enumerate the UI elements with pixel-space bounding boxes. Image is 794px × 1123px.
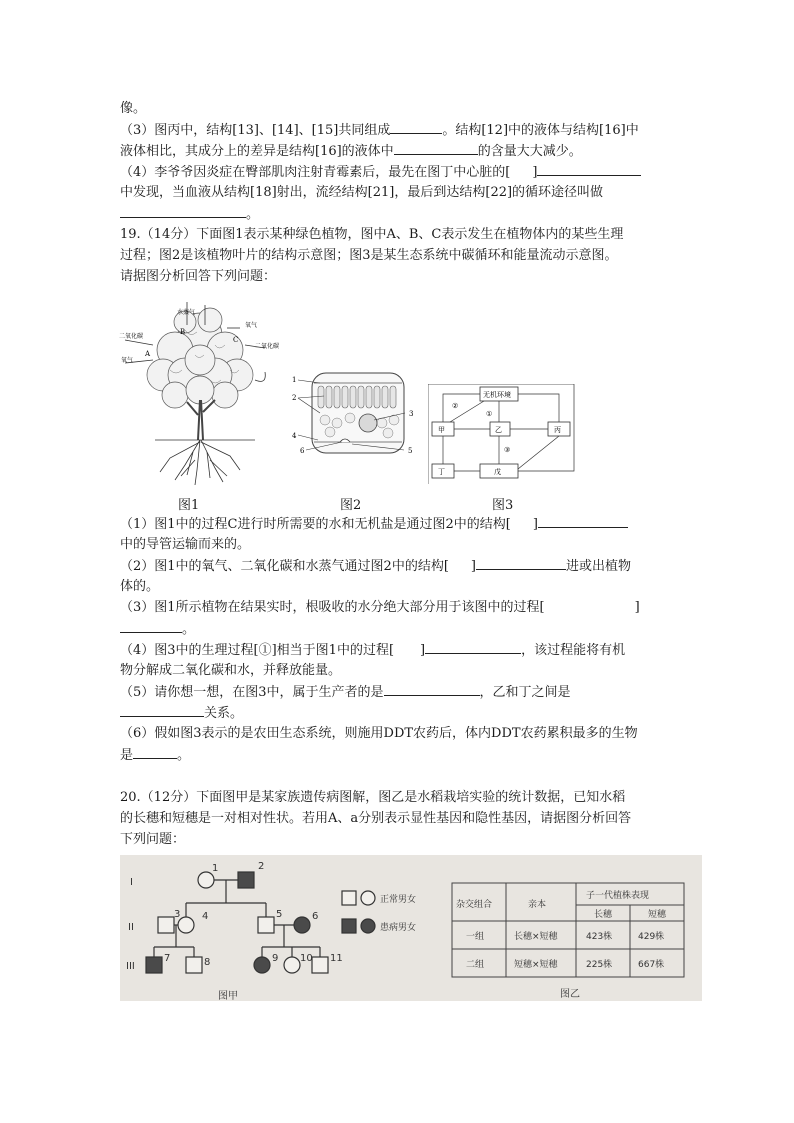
text: 中的导管运输而来的。 [120, 537, 251, 552]
text: 。 [177, 748, 191, 763]
text: （3）图丙中，结构[13]、[14]、[15]共同组成 [120, 123, 391, 138]
table-cell: 二组 [466, 960, 485, 970]
fig1-label: A [145, 350, 151, 358]
answer-blank[interactable] [133, 744, 177, 759]
table-cell: 667株 [638, 960, 665, 970]
figure-3-carbon-cycle [428, 384, 578, 484]
text: 。 [182, 622, 196, 637]
text: （4）图3中的生理过程[①]相当于图1中的过程[ [120, 643, 395, 658]
table-cell: 长穗×短穗 [514, 932, 558, 942]
text: 体的。 [120, 579, 160, 594]
table-subheader: 长穗 [594, 910, 613, 920]
answer-blank[interactable] [120, 203, 246, 218]
text: （6）假如图3表示的是农田生态系统，则施用DDT农药后，体内DDT农药累积最多的生物 [120, 726, 638, 741]
question-line [120, 660, 341, 681]
text-line [120, 140, 582, 161]
text-line [120, 119, 639, 140]
fig1-label: 水蒸气 [177, 309, 196, 316]
text: ] [470, 559, 476, 574]
generation-label: I [130, 877, 133, 888]
text: 关系。 [204, 706, 244, 721]
table-cell: 一组 [466, 932, 485, 942]
pedigree-number: 1 [212, 863, 219, 874]
answer-blank[interactable] [394, 140, 478, 155]
legend-normal: 正常男女 [380, 895, 417, 905]
text: ] [420, 643, 426, 658]
fig3-node: 戊 [494, 468, 501, 476]
text: 19.（14分）下面图1表示某种绿色植物，图中A、B、C表示发生在植物体内的某些生理 [120, 227, 624, 242]
table-header: 子一代植株表现 [586, 891, 650, 901]
question-line [120, 597, 640, 618]
fig2-number: 6 [300, 447, 305, 455]
fig2-number: 5 [408, 447, 413, 455]
table-cell: 429株 [638, 932, 665, 942]
text-line [120, 829, 185, 850]
answer-blank[interactable] [537, 161, 641, 176]
figure-1-plant [115, 290, 285, 490]
text: 是 [120, 748, 134, 763]
text: 过程；图2是该植物叶片的结构示意图；图3是某生态系统中碳循环和能量流动示意图。 [120, 248, 618, 263]
table-header: 亲本 [528, 900, 547, 910]
question-line [120, 723, 638, 744]
text: 20.（12分）下面图甲是某家族遗传病图解，图乙是水稻栽培实验的统计数据，已知水稻 [120, 790, 626, 805]
answer-blank[interactable] [538, 513, 628, 528]
text: ，乙和丁之间是 [479, 685, 571, 700]
fig1-label: B [180, 328, 186, 336]
fig3-node: 乙 [495, 426, 502, 434]
text: 。结构[12]中的液体与结构[16]中 [442, 123, 639, 138]
fig3-process: ③ [504, 446, 511, 454]
generation-label: III [126, 961, 135, 972]
answer-blank[interactable] [425, 639, 521, 654]
text: ，该过程能将有机 [521, 643, 626, 658]
table-header: 杂交组合 [456, 900, 493, 910]
text-line [120, 245, 618, 266]
fig1-label: 二氧化碳 [119, 333, 144, 340]
text-line [120, 161, 641, 182]
fig2-number: 2 [292, 394, 297, 402]
pedigree-number: 3 [174, 909, 181, 920]
text-line [120, 787, 625, 808]
pedigree-number: 4 [202, 911, 209, 922]
question-line [120, 534, 250, 555]
answer-blank[interactable] [476, 555, 566, 570]
pedigree-number: 10 [300, 953, 313, 964]
text-line [120, 266, 276, 287]
fig2-number: 1 [292, 376, 297, 384]
text-line [120, 203, 259, 224]
pedigree-number: 6 [312, 911, 319, 922]
fig1-label: C [233, 336, 239, 344]
fig3-process: ① [486, 410, 493, 418]
text-line [120, 182, 603, 203]
question-line [120, 555, 631, 576]
text-line [120, 808, 631, 829]
fig3-node: 无机环境 [483, 391, 511, 399]
text: （1）图1中的过程C进行时所需要的水和无机盐是通过图2中的结构[ [120, 517, 511, 532]
text-line [120, 98, 146, 119]
pedigree-number: 9 [272, 953, 279, 964]
generation-label: II [128, 922, 134, 933]
fig2-number: 4 [292, 432, 297, 440]
text: ] [532, 165, 538, 180]
fig3-node: 丙 [554, 426, 561, 434]
question-line [120, 576, 159, 597]
question-line [120, 744, 190, 765]
question-line [120, 618, 195, 639]
question-line [120, 702, 243, 723]
text: ] [634, 600, 640, 615]
fig3-node: 甲 [438, 426, 445, 434]
text: 的长穗和短穗是一对相对性状。若用A、a分别表示显性基因和隐性基因，请据图分析回答 [120, 811, 632, 826]
figure-2-caption: 图2 [340, 498, 362, 513]
legend-affected: 患病男女 [380, 923, 417, 933]
text: （2）图1中的氧气、二氧化碳和水蒸气通过图2中的结构[ [120, 559, 449, 574]
table-subheader: 短穗 [648, 910, 667, 920]
fig1-label: 二氧化碳 [255, 343, 280, 350]
table-cell: 225株 [586, 960, 613, 970]
figure-2-leaf-section [290, 368, 425, 463]
text: （5）请你想一想，在图3中，属于生产者的是 [120, 685, 384, 700]
text: 像。 [120, 101, 147, 116]
pedigree-number: 5 [276, 909, 283, 920]
table-cell: 短穗×短穗 [514, 960, 558, 970]
text: （4）李爷爷因炎症在臀部肌肉注射青霉素后，最先在图丁中心脏的[ [120, 165, 511, 180]
text: 请据图分析回答下列问题： [120, 269, 277, 284]
text: 液体相比，其成分上的差异是结构[16]的液体中 [120, 144, 394, 159]
fig1-label: 氧气 [245, 322, 258, 329]
table-caption: 图乙 [560, 989, 580, 1000]
text: 的含量大大减少。 [477, 144, 582, 159]
answer-blank[interactable] [120, 702, 204, 717]
text: 物分解成二氧化碳和水，并释放能量。 [120, 663, 342, 678]
answer-blank[interactable] [390, 119, 442, 134]
fig1-label: 氧气 [121, 357, 134, 364]
pedigree-number: 7 [164, 953, 171, 964]
figure-1-caption: 图1 [178, 498, 200, 513]
pedigree-number: 8 [204, 957, 211, 968]
text: （3）图1所示植物在结果实时，根吸收的水分绝大部分用于该图中的过程[ [120, 600, 545, 615]
answer-blank[interactable] [384, 681, 480, 696]
fig2-number: 3 [409, 410, 414, 418]
question-line [120, 639, 625, 660]
text: 下列问题： [120, 832, 186, 847]
pedigree-chart [120, 855, 702, 1001]
text-line [120, 224, 623, 245]
text: 。 [246, 207, 260, 222]
text: 中发现，当血液从结构[18]射出，流经结构[21]，最后到达结构[22]的循环途径叫做 [120, 185, 604, 200]
question-line [120, 681, 571, 702]
figure-3-caption: 图3 [492, 498, 514, 513]
fig3-node: 丁 [438, 468, 445, 476]
text: ] [532, 517, 538, 532]
pedigree-number: 11 [330, 953, 343, 964]
pedigree-caption: 图甲 [218, 991, 238, 1001]
answer-blank[interactable] [120, 618, 182, 633]
question-line [120, 513, 628, 534]
text: 进或出植物 [565, 559, 631, 574]
photo-pedigree-and-table [120, 855, 702, 1001]
table-cell: 423株 [586, 932, 613, 942]
pedigree-number: 2 [258, 861, 265, 872]
fig3-process: ② [452, 402, 459, 410]
